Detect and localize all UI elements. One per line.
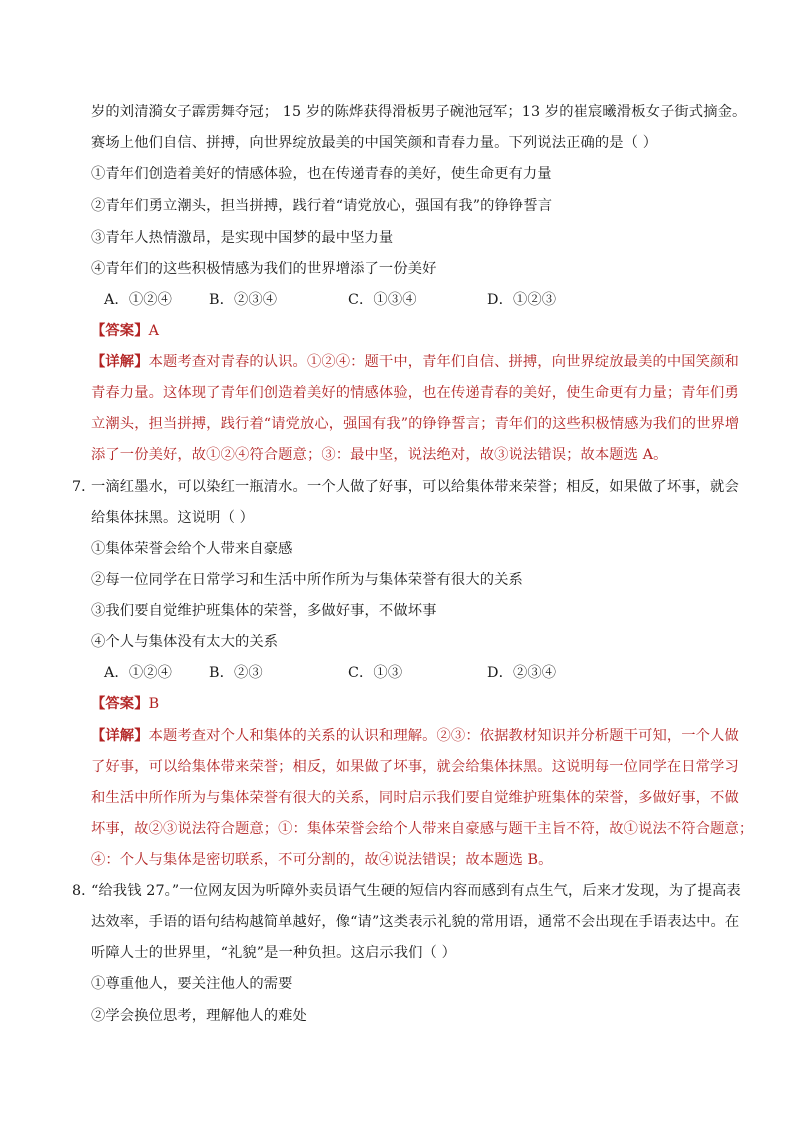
q6-statement-1: ①青年们创造着美好的情感体验，也在传递青春的美好，使生命更有力量 [91, 166, 552, 182]
q6-option-d: D．①②③ [487, 292, 557, 308]
q6-stem-line-2: 赛场上他们自信、拼搏，向世界绽放最美的中国笑颜和青春力量。下列说法正确的是（ ） [91, 135, 658, 151]
q7-statement-4: ④个人与集体没有太大的关系 [91, 634, 279, 650]
q7-option-b: B．②③ [209, 665, 263, 681]
q7-detail-tag: 【详解】 [91, 728, 149, 744]
q7-detail-line-3: 和生活中所作所为与集体荣誉有很大的关系，同时启示我们要自觉维护班集体的荣誉，多做好事，不做 [91, 790, 739, 806]
q6-answer-tag: 【答案】 [91, 323, 149, 339]
q7-answer-tag: 【答案】 [91, 696, 149, 712]
q8-stem-line-2: 达效率，手语的语句结构越简单越好，像“请”这类表示礼貌的常用语，通常不会出现在手语表达中。在 [91, 914, 740, 930]
q7-option-a: A．①②④ [104, 665, 173, 681]
q8-statement-1: ①尊重他人，要关注他人的需要 [91, 976, 293, 992]
q7-statement-3: ③我们要自觉维护班集体的荣誉，多做好事，不做坏事 [91, 603, 437, 619]
q6-option-a: A．①②④ [104, 292, 173, 308]
q6-answer-value: A [148, 323, 160, 339]
q6-stem-line-1: 岁的刘清漪女子霹雳舞夺冠； 15 岁的陈烨获得滑板男子碗池冠军；13 岁的崔宸曦滑板女子街式摘金。 [91, 104, 747, 120]
q6-detail-text-1: 本题考查对青春的认识。①②④：题干中，青年们自信、拼搏，向世界绽放最美的中国笑颜和 [148, 354, 739, 370]
q6-statement-2: ②青年们勇立潮头，担当拼搏，践行着“请党放心，强国有我”的铮铮誓言 [91, 198, 553, 214]
q7-detail-line-1 [91, 726, 739, 746]
q7-answer [91, 694, 159, 714]
q6-option-b: B．②③④ [209, 292, 278, 308]
q6-detail-line-3: 立潮头，担当拼搏，践行着“请党放心，强国有我”的铮铮誓言；青年们的这些积极情感为我们的世界增 [91, 416, 740, 432]
q7-detail-line-4: 坏事，故②③说法符合题意；①：集体荣誉会给个人带来自豪感与题干主旨不符，故①说法不符合题意； [91, 821, 754, 837]
q7-option-d: D．②③④ [487, 665, 557, 681]
q6-statement-3: ③青年人热情激昂，是实现中国梦的最中坚力量 [91, 230, 394, 246]
q7-answer-value: B [148, 696, 160, 712]
q6-detail-line-4: 添了一份美好，故①②④符合题意；③：最中坚，说法绝对，故③说法错误；故本题选 A。 [91, 447, 668, 463]
q7-statement-1: ①集体荣誉会给个人带来自豪感 [91, 541, 293, 557]
q6-detail-line-2: 青春力量。这体现了青年们创造着美好的情感体验，也在传递青春的美好，使生命更有力量；青年们勇 [91, 385, 739, 401]
q6-detail-line-1 [91, 352, 739, 372]
q7-statement-2: ②每一位同学在日常学习和生活中所作所为与集体荣誉有很大的关系 [91, 572, 523, 588]
q6-statement-4: ④青年们的这些积极情感为我们的世界增添了一份美好 [91, 261, 437, 277]
q7-stem-line-1: 一滴红墨水，可以染红一瓶清水。一个人做了好事，可以给集体带来荣誉；相反，如果做了坏事，就会 [91, 479, 739, 495]
q6-detail-tag: 【详解】 [91, 354, 149, 370]
q7-option-c: C．①③ [348, 665, 403, 681]
q7-detail-line-5: ④：个人与集体是密切联系，不可分割的，故④说法错误；故本题选 B。 [91, 852, 553, 868]
q7-detail-line-2: 了好事，可以给集体带来荣誉；相反，如果做了坏事，就会给集体抹黑。这说明每一位同学在日常学习 [91, 759, 739, 775]
q7-stem-line-2: 给集体抹黑。这说明（ ） [91, 510, 255, 526]
q8-stem-line-3: 听障人士的世界里，“礼貌”是一种负担。这启示我们（ ） [91, 945, 456, 961]
q7-number: 7． [72, 479, 96, 495]
q6-answer [91, 321, 159, 341]
q6-option-c: C．①③④ [348, 292, 417, 308]
q8-stem-line-1: “给我钱 27。”一位网友因为听障外卖员语气生硬的短信内容而感到有点生气，后来才发现，为了提高表 [91, 883, 741, 899]
q8-statement-2: ②学会换位思考，理解他人的难处 [91, 1008, 307, 1024]
q7-detail-text-1: 本题考查对个人和集体的关系的认识和理解。②③：依据教材知识并分析题干可知，一个人做 [148, 728, 739, 744]
q8-number: 8． [72, 883, 96, 899]
